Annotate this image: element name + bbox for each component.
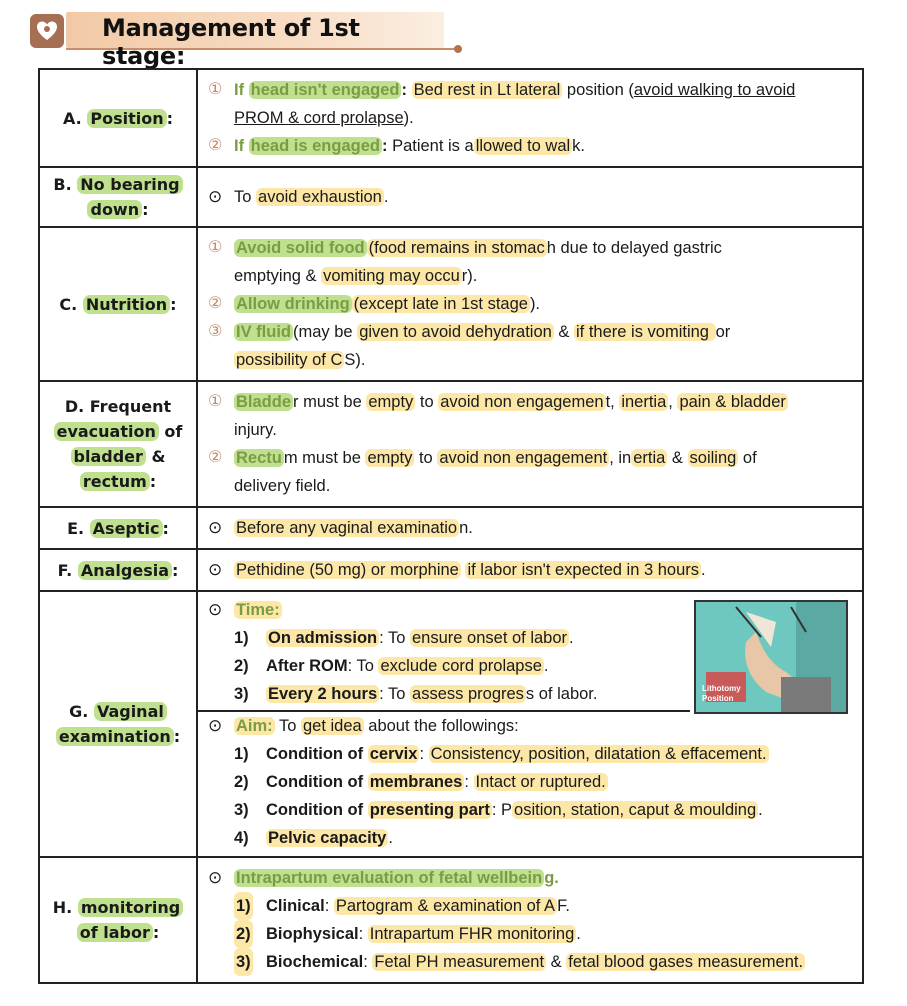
list-item: 2) After ROM: To exclude cord prolapse .: [234, 657, 549, 675]
list-item: 3) Biochemical: Fetal PH measurement & fetal blood gases measurement.: [208, 948, 854, 976]
row-label-vaginal-exam: G. Vaginal examination :: [39, 591, 197, 857]
list-item: 2) Biophysical: Intrapartum FHR monitoring .: [208, 920, 854, 948]
table-row: [39, 381, 863, 507]
list-item: ① Avoid solid food (food remains in stomac h due to delayed gastric emptying & vomiting may occu r).: [208, 239, 722, 285]
list-item: ⊙ Intrapartum evaluation of fetal wellbein g.: [208, 868, 559, 887]
list-item: 1) On admission : To ensure onset of labor .: [234, 629, 574, 647]
list-item: ⊙ To avoid exhaustion .: [208, 187, 389, 206]
row-label-monitoring: H. monitoring of labor :: [39, 857, 197, 983]
row-content-position: [197, 69, 863, 167]
row-content-analgesia: [197, 549, 863, 591]
list-item: 4) Pelvic capacity .: [234, 829, 393, 847]
row-label-no-bearing-down: B. No bearing down :: [39, 167, 197, 227]
list-item: ② Rectu m must be empty to avoid non engagement , in ertia & soiling of delivery field.: [208, 449, 757, 495]
table-row: [39, 507, 863, 549]
title-underline-dot: [454, 45, 462, 53]
page-title: Management of 1st stage:: [102, 14, 360, 70]
row-content-vaginal-exam: [197, 591, 863, 857]
list-item: ② Allow drinking (except late in 1st stage ).: [208, 295, 541, 313]
table-row: [39, 167, 863, 227]
list-item: ① If head isn't engaged : Bed rest in Lt lateral position (avoid walking to avoid PROM & cord prolapse).: [208, 81, 796, 127]
list-item: ① Bladde r must be empty to avoid non engagemen t, inertia , pain & bladder injury.: [208, 393, 786, 439]
row-label-nutrition: C. Nutrition :: [39, 227, 197, 381]
row-label-analgesia: F. Analgesia :: [39, 549, 197, 591]
list-item: ⊙ Before any vaginal examinatio n.: [208, 518, 473, 537]
list-item: 3) Every 2 hours : To assess progres s of labor.: [234, 685, 598, 703]
list-item: 2) Condition of membranes : Intact or ruptured.: [234, 773, 606, 791]
list-item: 1) Clinical: Partogram & examination of A F.: [208, 892, 854, 920]
management-table: [38, 68, 864, 984]
lithotomy-caption: Lithotomy Position: [702, 684, 741, 703]
list-item: ⊙ Aim: To get idea about the followings:: [208, 716, 519, 735]
table-row: [39, 591, 863, 857]
row-content-no-bearing-down: [197, 167, 863, 227]
mother-baby-icon: [30, 14, 64, 48]
table-row: [39, 69, 863, 167]
list-item: 1) Condition of cervix : Consistency, position, dilatation & effacement.: [234, 745, 767, 763]
row-content-aseptic: [197, 507, 863, 549]
table-row: [39, 549, 863, 591]
row-content-nutrition: [197, 227, 863, 381]
row-label-position: A. Position :: [39, 69, 197, 167]
row-label-evacuation: D. Frequent evacuation of bladder & rectum :: [39, 381, 197, 507]
list-item: ② If head is engaged : Patient is a llowed to wal k.: [208, 137, 586, 155]
row-content-monitoring: [197, 857, 863, 983]
list-item: 3) Condition of presenting part : P osition, station, caput & moulding .: [234, 801, 763, 819]
section-title-banner: [30, 8, 430, 70]
list-item: ⊙ Time:: [208, 600, 280, 619]
list-item: ③ IV fluid (may be given to avoid dehydration & if there is vomiting or possibility of C S).: [208, 323, 731, 369]
table-row: [39, 857, 863, 983]
vaginal-exam-time-block: [208, 596, 854, 710]
list-item: ⊙ Pethidine (50 mg) or morphine if labor isn't expected in 3 hours .: [208, 560, 706, 579]
row-content-evacuation: [197, 381, 863, 507]
row-label-aseptic: E. Aseptic :: [39, 507, 197, 549]
table-row: [39, 227, 863, 381]
